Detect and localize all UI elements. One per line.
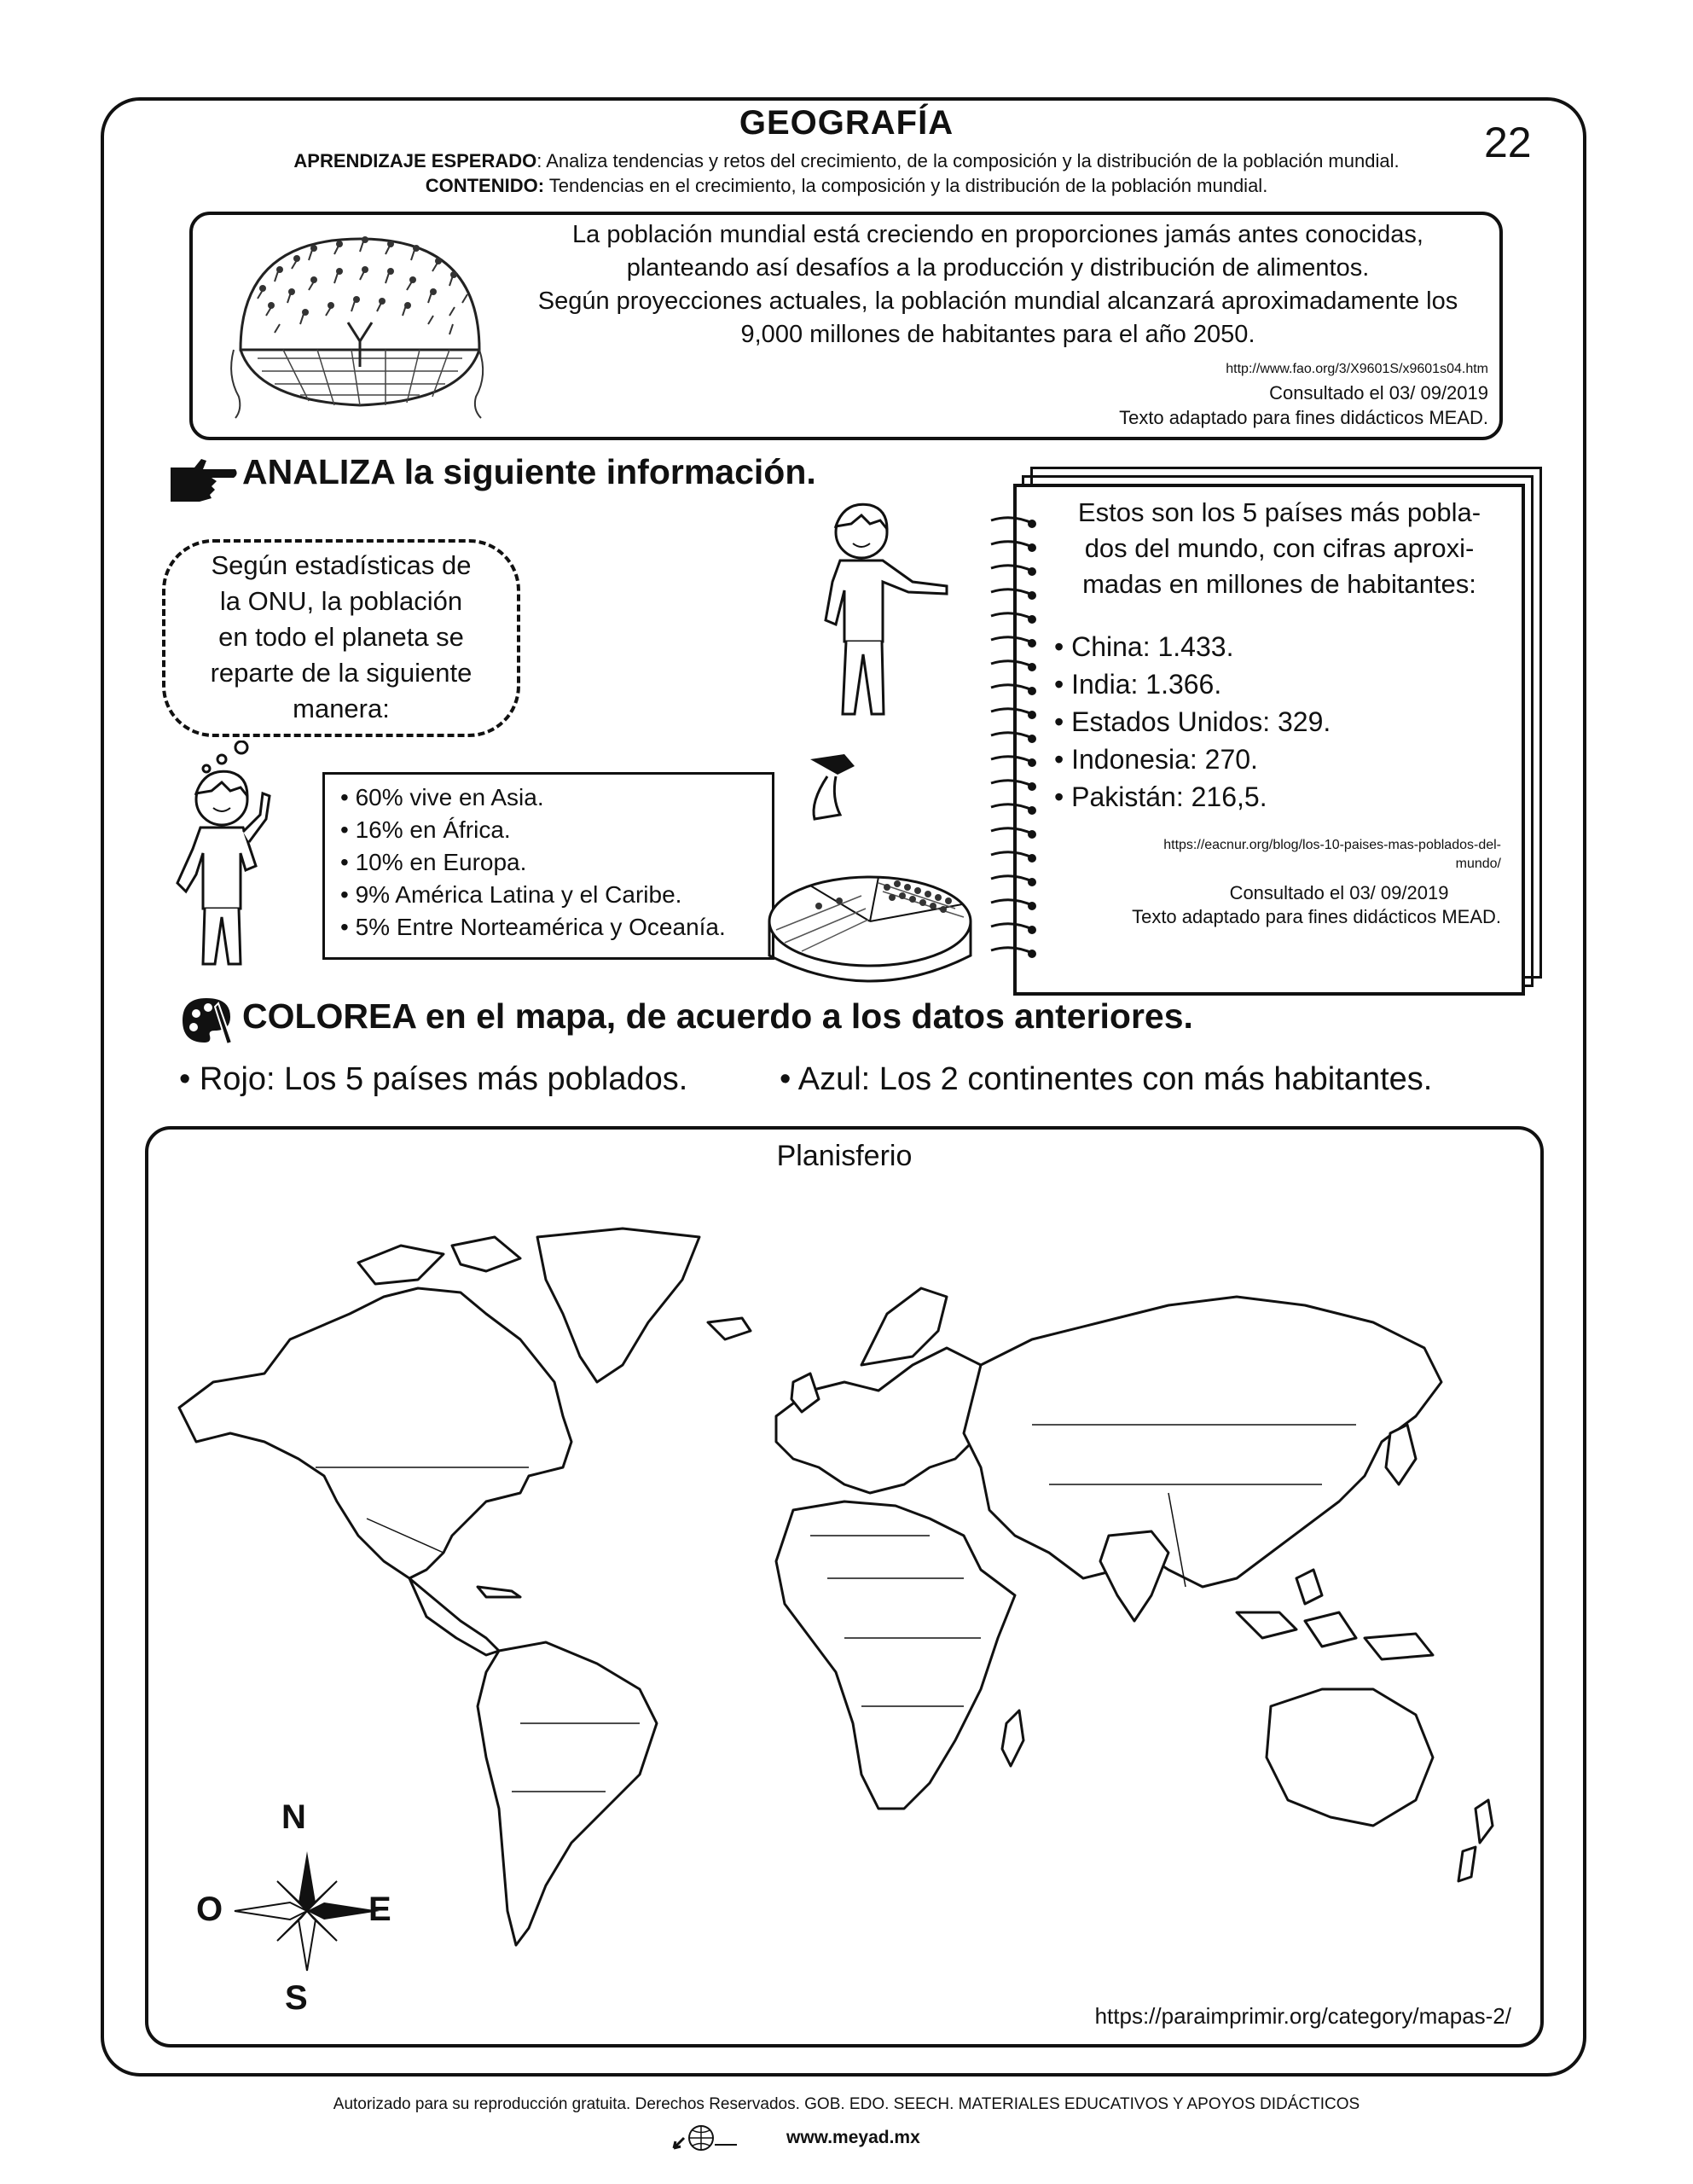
notebook-source-url-cont: mundo/ [1455,857,1501,871]
compass-south: S [285,1979,308,2017]
compass-west: O [196,1891,223,1928]
intro-line: planteando así desafíos a la producción y distribución de alimentos. [626,254,1370,282]
india-outline [1100,1531,1168,1621]
compass-rose-icon [226,1843,388,1979]
north-america-outline [179,1288,571,1578]
learning-text: : Analiza tendencias y retos del crecimiento, de la composición y la distribución de la población mundial. [536,150,1400,171]
content-text: Tendencias en el crecimiento, la composición y la distribución de la población mundial. [544,175,1268,196]
notebook-adapted: Texto adaptado para fines didácticos MEAD. [1132,906,1501,927]
country-item: • China: 1.433. [1054,631,1234,662]
analyze-heading: ANALIZA la siguiente información. [242,452,816,491]
distribution-item: • 9% América Latina y el Caribe. [340,881,682,908]
footer-rights: Autorizado para su reproducción gratuita. Derechos Reservados. GOB. EDO. SEECH. MATERIALES EDUCATIVOS Y APOYOS DIDÁCTICOS [333,2095,1360,2113]
crowd-globe-illustration [223,222,496,427]
intro-adapted: Texto adaptado para fines didácticos MEAD. [1119,407,1488,428]
australia-outline [1267,1689,1433,1826]
learning-expected [0,150,1693,172]
boy-thinking-illustration [162,764,290,977]
greenland-outline [537,1228,699,1382]
distribution-item: • 60% vive en Asia. [340,784,544,810]
population-cake-illustration [759,751,998,998]
page-number: 22 [1484,119,1532,166]
footer-website[interactable]: www.meyad.mx [786,2128,920,2147]
intro-consulted: Consultado el 03/ 09/2019 [1269,382,1488,404]
country-item: • India: 1.366. [1054,669,1222,700]
europe-outline [776,1348,998,1493]
intro-line: Según proyecciones actuales, la población mundial alcanzará aproximadamente los [537,288,1458,315]
palette-icon [181,995,235,1046]
country-item: • Indonesia: 270. [1054,744,1258,775]
intro-line: 9,000 millones de habitantes para el año 2050. [740,321,1255,348]
distribution-item: • 16% en África. [340,816,511,843]
country-list [1054,628,1331,816]
cloud-line: manera: [293,694,390,723]
notebook-spiral [983,512,1042,973]
boy-pointing-illustration [810,497,955,727]
country-item: • Estados Unidos: 329. [1054,706,1331,737]
map-source: https://paraimprimir.org/category/mapas-2/ [1094,2003,1511,2029]
globe-cursor-icon [670,2123,739,2153]
cloud-line: Según estadísticas de [211,550,472,580]
notebook-intro [1049,495,1510,602]
cloud-line: la ONU, la población [219,586,463,616]
country-item: • Pakistán: 216,5. [1054,781,1267,812]
map-title: Planisferio [776,1140,913,1172]
notebook-intro-line: dos del mundo, con cifras aproxi- [1084,533,1475,563]
content-label: CONTENIDO: [425,175,545,196]
distribution-item: • 10% en Europa. [340,849,527,875]
content-line [0,175,1693,197]
pointing-hand-icon [169,452,239,503]
notebook-intro-line: Estos son los 5 países más pobla- [1077,497,1481,527]
distribution-box [322,772,774,960]
compass-north: N [281,1798,306,1836]
africa-outline [776,1502,1015,1809]
cloud-line: reparte de la siguiente [210,658,473,688]
page-title: GEOGRAFÍA [739,104,954,142]
notebook-intro-line: madas en millones de habitantes: [1082,569,1476,599]
thought-cloud [162,539,520,737]
compass-east: E [368,1891,391,1928]
intro-text [495,218,1501,351]
color-blue-instruction: • Azul: Los 2 continentes con más habitantes. [780,1061,1433,1097]
notebook-consulted: Consultado el 03/ 09/2019 [1229,882,1449,903]
color-heading: COLOREA en el mapa, de acuerdo a los datos anteriores. [242,996,1193,1036]
asia-outline [964,1297,1441,1587]
distribution-item: • 5% Entre Norteamérica y Oceanía. [340,914,726,940]
notebook-source-url: https://eacnur.org/blog/los-10-paises-mas-poblados-del- [1163,838,1501,852]
intro-source-url: http://www.fao.org/3/X9601S/x9601s04.htm [1226,362,1488,376]
learning-label: APRENDIZAJE ESPERADO [293,150,537,171]
south-america-outline [478,1642,657,1945]
cloud-line: en todo el planeta se [218,622,464,652]
color-red-instruction: • Rojo: Los 5 países más poblados. [179,1061,688,1097]
intro-line: La población mundial está creciendo en proporciones jamás antes conocidas, [572,221,1423,248]
